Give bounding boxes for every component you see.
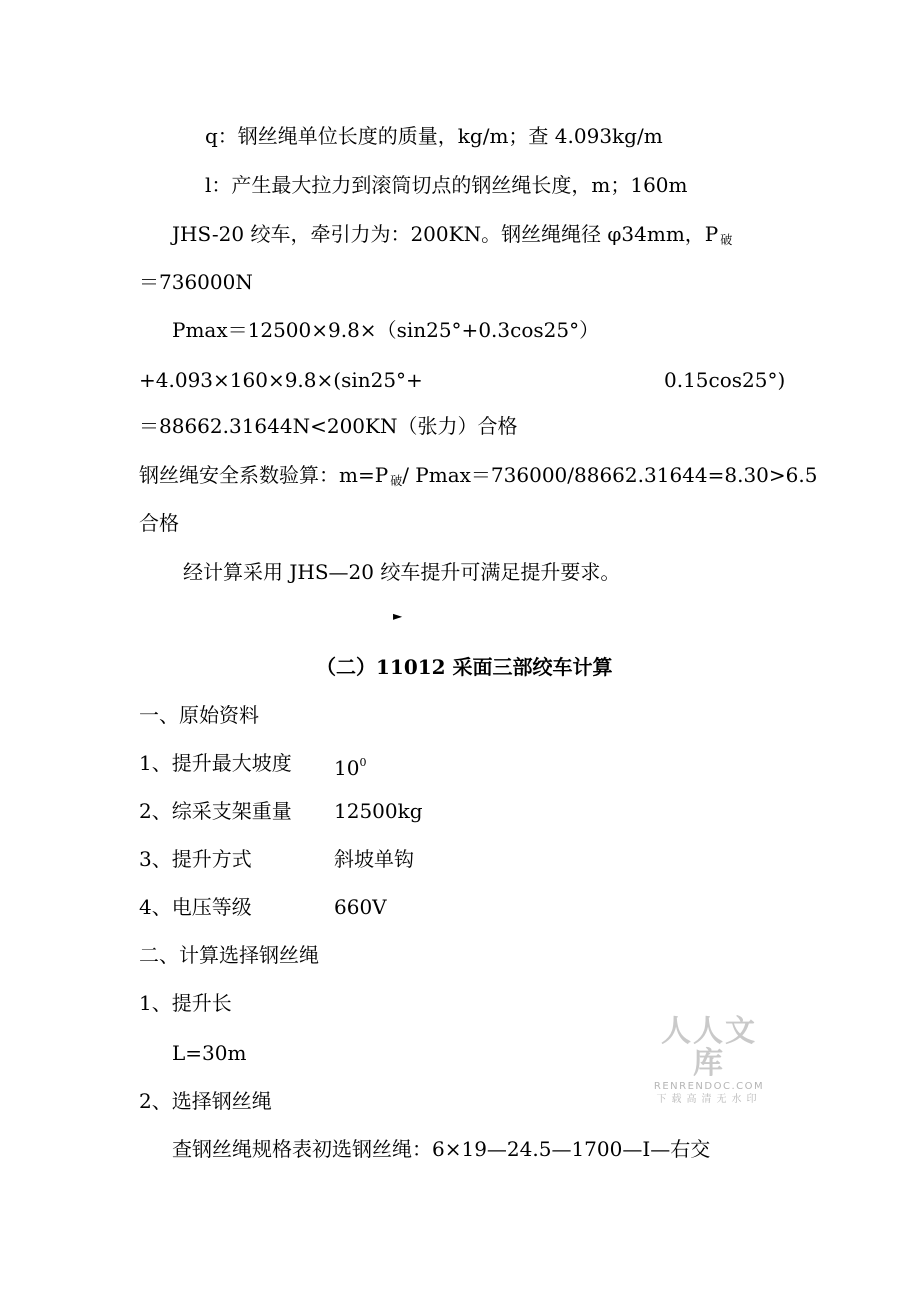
subscript-po: 破	[720, 233, 733, 247]
safety-factor-line	[139, 461, 817, 495]
text-line-breaking-force: ＝736000N	[139, 270, 253, 294]
section-title: （二）11012 采面三部绞车计算	[316, 655, 613, 679]
subscript-po-2: 破	[390, 474, 403, 488]
item-value-2: 12500kg	[334, 799, 423, 823]
formula-cont-left: +4.093×160×9.8×(sin25°+	[139, 368, 423, 392]
text-line-l: l：产生最大拉力到滚筒切点的钢丝绳长度，m；160m	[205, 173, 688, 197]
item-label-1: 1、提升最大坡度	[139, 751, 292, 775]
sub-heading-rope: 2、选择钢丝绳	[139, 1089, 272, 1113]
superscript-degree: 0	[359, 756, 367, 769]
length-value: L=30m	[172, 1041, 247, 1065]
watermark-logo	[646, 1016, 772, 1106]
sub-heading-length: 1、提升长	[139, 991, 232, 1015]
item-label-2: 2、综采支架重量	[139, 799, 292, 823]
safety-factor-a: 钢丝绳安全系数验算：m=P	[139, 463, 389, 487]
formula-result: ＝88662.31644N<200KN（张力）合格	[139, 414, 518, 438]
watermark-main: 人人文库	[661, 1014, 757, 1081]
text-line-winch	[172, 220, 732, 254]
heading-select-rope: 二、计算选择钢丝绳	[139, 943, 319, 967]
formula-pmax: Pmax＝12500×9.8×（sin25°+0.3cos25°）	[172, 318, 600, 342]
safety-factor-b: / Pmax＝736000/88662.31644=8.30>6.5	[402, 463, 818, 487]
winch-text: JHS-20 绞车，牵引力为：200KN。钢丝绳绳径 φ34mm，P	[172, 222, 719, 246]
watermark-url: RENRENDOC.COM	[653, 1081, 765, 1092]
watermark-tag: 下载高清无水印	[656, 1094, 762, 1105]
conclusion-line: 经计算采用 JHS—20 绞车提升可满足提升要求。	[183, 560, 621, 584]
formula-cont-right: 0.15cos25°)	[664, 368, 786, 392]
rope-spec-line: 查钢丝绳规格表初选钢丝绳：6×19—24.5—1700—Ⅰ—右交	[172, 1137, 711, 1161]
text-line-pass: 合格	[139, 511, 179, 535]
text-line-q: q：钢丝绳单位长度的质量，kg/m；查 4.093kg/m	[205, 124, 663, 148]
item-label-4: 4、电压等级	[139, 895, 252, 919]
item-value-3: 斜坡单钩	[334, 847, 414, 871]
item-label-3: 3、提升方式	[139, 847, 252, 871]
item-value-1	[334, 749, 366, 782]
marker-icon: ►	[393, 609, 403, 623]
item-value-4: 660V	[334, 895, 387, 919]
item-value-1-main: 10	[334, 756, 360, 780]
heading-original-data: 一、原始资料	[139, 703, 259, 727]
